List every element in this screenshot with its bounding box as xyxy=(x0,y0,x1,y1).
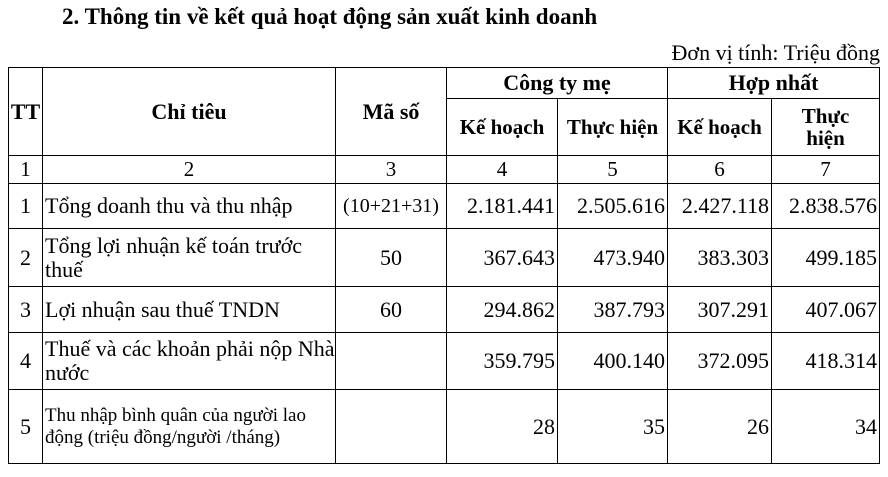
column-number: 2 xyxy=(43,156,336,184)
header-thuc-hien-me: Thực hiện xyxy=(558,99,668,156)
row-chi-tieu: Tổng lợi nhuận kế toán trước thuế xyxy=(43,229,336,287)
row-chi-tieu: Lợi nhuận sau thuế TNDN xyxy=(43,287,336,333)
header-row-1 xyxy=(9,68,880,99)
header-ma-so: Mã số xyxy=(336,68,447,156)
header-ke-hoach-me: Kế hoạch xyxy=(447,99,558,156)
header-thuc-hien-hn: Thực hiện xyxy=(772,99,880,156)
row-thuc-hien-me: 400.140 xyxy=(558,333,668,390)
row-chi-tieu: Tổng doanh thu và thu nhập xyxy=(43,184,336,229)
row-ke-hoach-me: 2.181.441 xyxy=(447,184,558,229)
header-chi-tieu: Chỉ tiêu xyxy=(43,68,336,156)
row-ke-hoach-hn: 26 xyxy=(668,390,772,464)
row-tt: 5 xyxy=(9,390,43,464)
row-ke-hoach-hn: 2.427.118 xyxy=(668,184,772,229)
row-ke-hoach-me: 28 xyxy=(447,390,558,464)
column-number: 1 xyxy=(9,156,43,184)
row-ke-hoach-me: 294.862 xyxy=(447,287,558,333)
row-chi-tieu: Thu nhập bình quân của người lao động (triệu đồng/người /tháng) xyxy=(43,390,336,464)
row-tt: 3 xyxy=(9,287,43,333)
row-ke-hoach-me: 367.643 xyxy=(447,229,558,287)
row-ke-hoach-hn: 307.291 xyxy=(668,287,772,333)
table-row xyxy=(9,287,880,333)
row-tt: 1 xyxy=(9,184,43,229)
column-number: 3 xyxy=(336,156,447,184)
header-tt: TT xyxy=(9,68,43,156)
table-row xyxy=(9,333,880,390)
business-results-table xyxy=(8,67,880,464)
row-thuc-hien-hn: 407.067 xyxy=(772,287,880,333)
row-thuc-hien-me: 387.793 xyxy=(558,287,668,333)
row-thuc-hien-hn: 499.185 xyxy=(772,229,880,287)
row-thuc-hien-me: 2.505.616 xyxy=(558,184,668,229)
row-ma-so xyxy=(336,390,447,464)
row-ke-hoach-hn: 372.095 xyxy=(668,333,772,390)
column-number: 7 xyxy=(772,156,880,184)
row-ke-hoach-hn: 383.303 xyxy=(668,229,772,287)
column-number: 6 xyxy=(668,156,772,184)
row-ke-hoach-me: 359.795 xyxy=(447,333,558,390)
column-number: 4 xyxy=(447,156,558,184)
table-row xyxy=(9,229,880,287)
row-ma-so: 50 xyxy=(336,229,447,287)
row-tt: 2 xyxy=(9,229,43,287)
row-thuc-hien-hn: 34 xyxy=(772,390,880,464)
header-hop-nhat: Hợp nhất xyxy=(668,68,880,99)
row-ma-so: (10+21+31) xyxy=(336,184,447,229)
header-cong-ty-me: Công ty mẹ xyxy=(447,68,668,99)
row-thuc-hien-me: 35 xyxy=(558,390,668,464)
row-tt: 4 xyxy=(9,333,43,390)
row-thuc-hien-me: 473.940 xyxy=(558,229,668,287)
table-row xyxy=(9,184,880,229)
table-row xyxy=(9,390,880,464)
section-title: 2. Thông tin về kết quả hoạt động sản xuất kinh doanh xyxy=(62,4,598,29)
row-thuc-hien-hn: 418.314 xyxy=(772,333,880,390)
row-ma-so: 60 xyxy=(336,287,447,333)
header-ke-hoach-hn: Kế hoạch xyxy=(668,99,772,156)
row-ma-so xyxy=(336,333,447,390)
column-number-row xyxy=(9,156,880,184)
row-chi-tieu: Thuế và các khoản phải nộp Nhà nước xyxy=(43,333,336,390)
unit-note: Đơn vị tính: Triệu đồng xyxy=(671,40,880,65)
column-number: 5 xyxy=(558,156,668,184)
row-thuc-hien-hn: 2.838.576 xyxy=(772,184,880,229)
